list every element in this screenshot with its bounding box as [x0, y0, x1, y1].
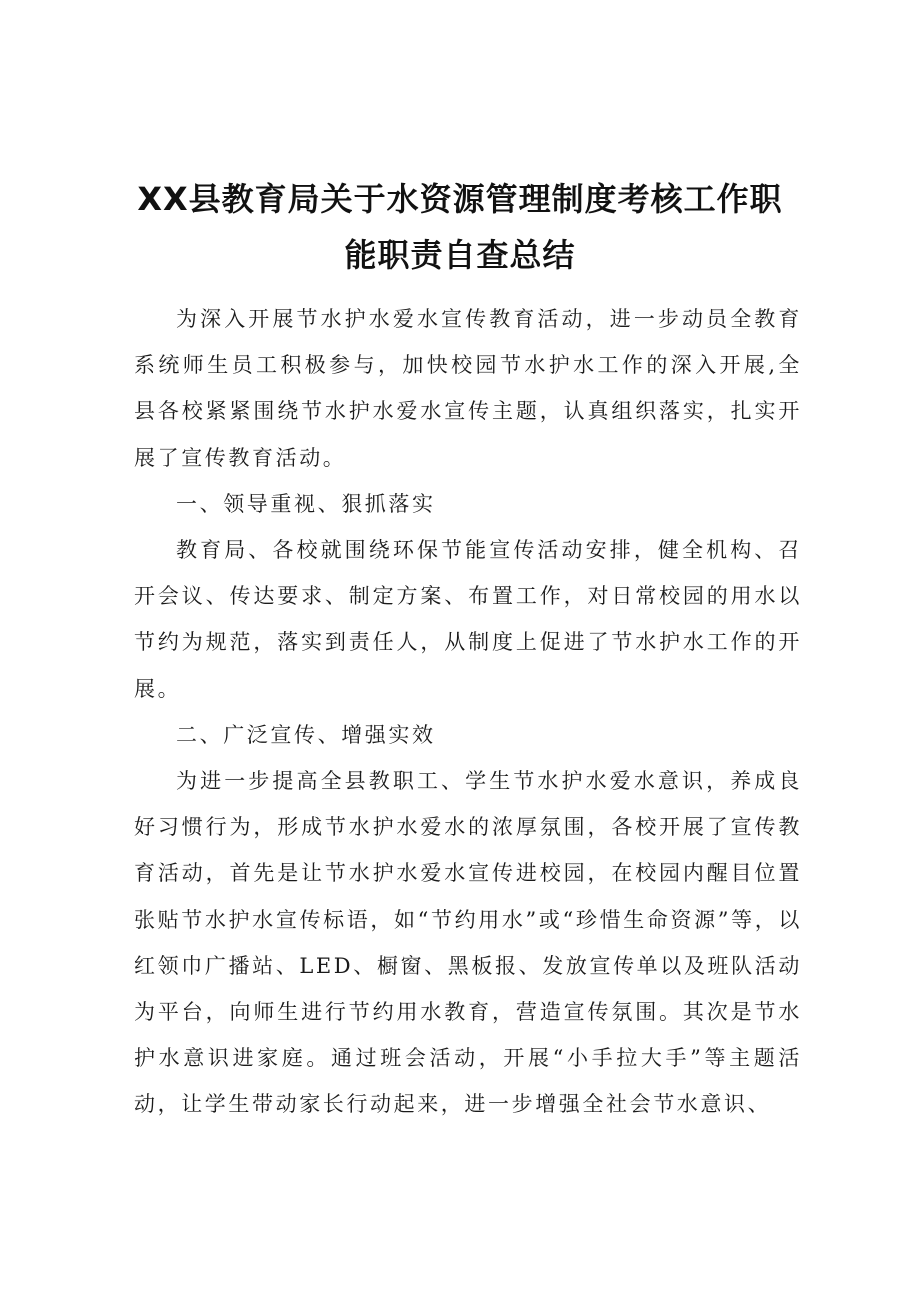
document-body: [134, 296, 802, 1128]
section-heading-2: 二、广泛宣传、增强实效: [176, 722, 436, 747]
section-heading-1: 一、领导重视、狠抓落实: [176, 491, 436, 516]
document-title-line-2: 能职责自查总结: [344, 236, 576, 274]
section-2-paragraph: 为进一步提高全县教职工、学生节水护水爱水意识，养成良好习惯行为，形成节水护水爱水的浓厚氛围，各校开展了宣传教育活动，首先是让节水护水爱水宣传进校园，在校园内醒目位置张贴节水护水宣传标语，如“节约用水”或“珍惜生命资源”等，以红领巾广播站、LED、橱窗、黑板报、发放宣传单以及班队活动为平台，向师生进行节约用水教育，营造宣传氛围。其次是节水护水意识进家庭。通过班会活动，开展“小手拉大手”等主题活动，让学生带动家长行动起来，进一步增强全社会节水意识、: [134, 769, 802, 1117]
document-title-line-1: XX县教育局关于水资源管理制度考核工作职: [137, 180, 783, 218]
section-1-paragraph: 教育局、各校就围绕环保节能宣传活动安排，健全机构、召开会议、传达要求、制定方案、布置工作，对日常校园的用水以节约为规范，落实到责任人，从制度上促进了节水护水工作的开展。: [134, 538, 802, 701]
intro-paragraph: 为深入开展节水护水爱水宣传教育活动，进一步动员全教育系统师生员工积极参与，加快校园节水护水工作的深入开展,全县各校紧紧围绕节水护水爱水宣传主题，认真组织落实，扎实开展了宣传教育活动。: [134, 307, 802, 470]
